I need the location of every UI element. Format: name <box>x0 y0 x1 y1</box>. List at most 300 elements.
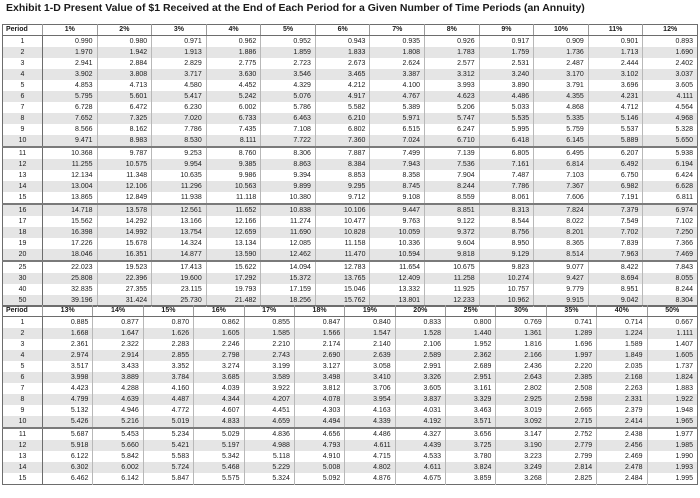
value-cell: 2.456 <box>597 440 647 451</box>
value-cell: 10.962 <box>479 295 534 307</box>
table-row <box>3 383 698 394</box>
value-cell: 5.242 <box>206 91 261 102</box>
value-cell: 2.673 <box>315 58 370 69</box>
value-cell: 6.982 <box>588 181 643 192</box>
value-cell: 3.498 <box>294 372 344 383</box>
value-cell: 18.046 <box>43 249 98 261</box>
table-row <box>3 261 698 273</box>
value-cell: 6.492 <box>588 159 643 170</box>
value-cell: 2.814 <box>546 462 596 473</box>
value-cell: 9.471 <box>43 135 98 147</box>
value-cell: 7.652 <box>43 113 98 124</box>
period-cell: 9 <box>3 124 43 135</box>
value-cell: 7.606 <box>534 192 589 204</box>
value-cell: 2.589 <box>395 350 445 361</box>
value-cell: 17.292 <box>206 273 261 284</box>
value-cell: 3.463 <box>446 405 496 416</box>
value-cell: 2.487 <box>534 58 589 69</box>
table-row <box>3 36 698 48</box>
value-cell: 9.122 <box>425 216 480 227</box>
value-cell: 2.166 <box>496 350 546 361</box>
value-cell: 5.601 <box>97 91 152 102</box>
value-cell: 21.482 <box>206 295 261 307</box>
value-cell: 3.546 <box>261 69 316 80</box>
value-cell: 31.424 <box>97 295 152 307</box>
value-cell: 4.917 <box>315 91 370 102</box>
period-cell: 11 <box>3 428 43 440</box>
value-cell: 2.174 <box>294 339 344 350</box>
value-cell: 1.589 <box>597 339 647 350</box>
value-cell: 12.783 <box>315 261 370 273</box>
value-cell: 3.170 <box>534 69 589 80</box>
value-cell: 9.823 <box>479 261 534 273</box>
period-cell: 11 <box>3 147 43 159</box>
value-cell: 0.935 <box>370 36 425 48</box>
value-cell: 2.210 <box>244 339 294 350</box>
table-row <box>3 440 698 451</box>
value-cell: 7.379 <box>588 204 643 216</box>
exhibit-title: Exhibit 1-D Present Value of $1 Received at the End of Each Period for a Given Number of Time Periods (an Annuity) <box>6 2 585 14</box>
value-cell: 7.702 <box>588 227 643 238</box>
value-cell: 4.639 <box>93 394 143 405</box>
table-row <box>3 361 698 372</box>
value-cell: 6.710 <box>425 135 480 147</box>
value-cell: 8.559 <box>425 192 480 204</box>
value-cell: 0.943 <box>315 36 370 48</box>
value-cell: 7.250 <box>643 227 698 238</box>
value-cell: 2.531 <box>479 58 534 69</box>
value-cell: 1.585 <box>244 328 294 339</box>
value-cell: 5.650 <box>643 135 698 147</box>
rate-header: 16% <box>194 306 244 317</box>
value-cell: 2.775 <box>206 58 261 69</box>
value-cell: 2.331 <box>597 394 647 405</box>
rate-header: 12% <box>643 25 698 36</box>
value-cell: 7.108 <box>261 124 316 135</box>
period-cell: 16 <box>3 204 43 216</box>
rate-header: 50% <box>647 306 698 317</box>
value-cell: 5.795 <box>43 91 98 102</box>
value-cell: 7.469 <box>643 249 698 261</box>
value-cell: 2.991 <box>395 361 445 372</box>
value-cell: 5.660 <box>93 440 143 451</box>
period-cell: 4 <box>3 350 43 361</box>
value-cell: 3.922 <box>244 383 294 394</box>
value-cell: 7.549 <box>588 216 643 227</box>
value-cell: 4.833 <box>194 416 244 428</box>
value-cell: 4.868 <box>534 102 589 113</box>
table-row <box>3 159 698 170</box>
value-cell: 2.643 <box>496 372 546 383</box>
value-cell: 4.451 <box>244 405 294 416</box>
value-cell: 2.951 <box>446 372 496 383</box>
value-cell: 0.885 <box>43 317 93 329</box>
value-cell: 4.031 <box>395 405 445 416</box>
value-cell: 8.111 <box>206 135 261 147</box>
period-cell: 40 <box>3 284 43 295</box>
value-cell: 4.836 <box>244 428 294 440</box>
value-cell: 3.706 <box>345 383 395 394</box>
value-cell: 9.427 <box>534 273 589 284</box>
value-cell: 0.741 <box>546 317 596 329</box>
value-cell: 2.361 <box>43 339 93 350</box>
value-cell: 8.863 <box>261 159 316 170</box>
table-row <box>3 102 698 113</box>
value-cell: 14.292 <box>97 216 152 227</box>
value-cell: 5.342 <box>194 451 244 462</box>
value-cell: 5.786 <box>261 102 316 113</box>
value-cell: 8.055 <box>643 273 698 284</box>
value-cell: 8.304 <box>643 295 698 307</box>
table-row <box>3 135 698 147</box>
value-cell: 6.628 <box>643 181 698 192</box>
value-cell: 4.207 <box>244 394 294 405</box>
value-cell: 4.160 <box>143 383 193 394</box>
value-cell: 1.985 <box>647 440 698 451</box>
value-cell: 4.876 <box>345 473 395 485</box>
value-cell: 4.231 <box>588 91 643 102</box>
value-cell: 1.922 <box>647 394 698 405</box>
value-cell: 17.413 <box>152 261 207 273</box>
period-cell: 1 <box>3 36 43 48</box>
value-cell: 3.249 <box>496 462 546 473</box>
value-cell: 7.161 <box>479 159 534 170</box>
value-cell: 6.472 <box>97 102 152 113</box>
value-cell: 4.580 <box>152 80 207 91</box>
value-cell: 11.938 <box>152 192 207 204</box>
value-cell: 9.372 <box>425 227 480 238</box>
value-cell: 2.140 <box>345 339 395 350</box>
value-cell: 7.435 <box>206 124 261 135</box>
value-cell: 3.605 <box>643 80 698 91</box>
value-cell: 4.564 <box>643 102 698 113</box>
value-cell: 4.355 <box>534 91 589 102</box>
value-cell: 2.715 <box>546 416 596 428</box>
rate-header: 9% <box>479 25 534 36</box>
value-cell: 19.793 <box>206 284 261 295</box>
value-cell: 5.092 <box>294 473 344 485</box>
value-cell: 3.725 <box>446 440 496 451</box>
value-cell: 19.600 <box>152 273 207 284</box>
rate-header: 14% <box>93 306 143 317</box>
value-cell: 1.626 <box>143 328 193 339</box>
value-cell: 3.859 <box>446 473 496 485</box>
rate-header: 40% <box>597 306 647 317</box>
value-cell: 16.351 <box>97 249 152 261</box>
value-cell: 10.838 <box>261 204 316 216</box>
value-cell: 3.998 <box>43 372 93 383</box>
value-cell: 5.535 <box>479 113 534 124</box>
value-cell: 7.824 <box>534 204 589 216</box>
period-cell: 8 <box>3 113 43 124</box>
table-row <box>3 328 698 339</box>
value-cell: 9.915 <box>534 295 589 307</box>
table-row <box>3 405 698 416</box>
value-cell: 4.452 <box>206 80 261 91</box>
value-cell: 1.547 <box>345 328 395 339</box>
value-cell: 8.544 <box>479 216 534 227</box>
table-row <box>3 339 698 350</box>
value-cell: 14.718 <box>43 204 98 216</box>
value-cell: 5.324 <box>244 473 294 485</box>
value-cell: 8.756 <box>479 227 534 238</box>
value-cell: 5.582 <box>315 102 370 113</box>
value-cell: 4.039 <box>194 383 244 394</box>
value-cell: 5.847 <box>143 473 193 485</box>
value-cell: 7.487 <box>479 170 534 181</box>
value-cell: 0.870 <box>143 317 193 329</box>
value-cell: 2.168 <box>597 372 647 383</box>
value-cell: 3.326 <box>395 372 445 383</box>
value-cell: 0.952 <box>261 36 316 48</box>
period-cell: 6 <box>3 91 43 102</box>
value-cell: 13.332 <box>370 284 425 295</box>
value-cell: 8.358 <box>370 170 425 181</box>
value-cell: 1.993 <box>647 462 698 473</box>
value-cell: 6.728 <box>43 102 98 113</box>
value-cell: 3.685 <box>194 372 244 383</box>
value-cell: 1.696 <box>546 339 596 350</box>
value-cell: 1.816 <box>496 339 546 350</box>
value-cell: 7.102 <box>643 216 698 227</box>
value-cell: 9.818 <box>425 249 480 261</box>
table-row <box>3 124 698 135</box>
table-row <box>3 192 698 204</box>
value-cell: 9.253 <box>152 147 207 159</box>
value-cell: 6.247 <box>425 124 480 135</box>
value-cell: 15.046 <box>315 284 370 295</box>
value-cell: 4.486 <box>479 91 534 102</box>
value-cell: 2.385 <box>546 372 596 383</box>
value-cell: 4.487 <box>143 394 193 405</box>
value-cell: 3.387 <box>370 69 425 80</box>
value-cell: 1.970 <box>43 47 98 58</box>
value-cell: 2.624 <box>370 58 425 69</box>
value-cell: 3.589 <box>244 372 294 383</box>
value-cell: 6.974 <box>643 204 698 216</box>
value-cell: 2.974 <box>43 350 93 361</box>
rate-header: 19% <box>345 306 395 317</box>
value-cell: 19.523 <box>97 261 152 273</box>
value-cell: 7.103 <box>534 170 589 181</box>
value-cell: 2.484 <box>597 473 647 485</box>
value-cell: 2.379 <box>597 405 647 416</box>
value-cell: 4.715 <box>345 451 395 462</box>
value-cell: 6.495 <box>534 147 589 159</box>
value-cell: 6.424 <box>643 170 698 181</box>
period-cell: 14 <box>3 181 43 192</box>
value-cell: 2.246 <box>194 339 244 350</box>
value-cell: 5.229 <box>244 462 294 473</box>
value-cell: 7.963 <box>588 249 643 261</box>
value-cell: 10.594 <box>370 249 425 261</box>
value-cell: 3.889 <box>93 372 143 383</box>
value-cell: 1.407 <box>647 339 698 350</box>
value-cell: 0.926 <box>425 36 480 48</box>
value-cell: 14.324 <box>152 238 207 249</box>
value-cell: 0.962 <box>206 36 261 48</box>
value-cell: 10.368 <box>43 147 98 159</box>
table-row <box>3 216 698 227</box>
value-cell: 1.849 <box>597 350 647 361</box>
rate-header: 18% <box>294 306 344 317</box>
value-cell: 2.799 <box>546 451 596 462</box>
value-cell: 5.008 <box>294 462 344 473</box>
value-cell: 1.440 <box>446 328 496 339</box>
table-row <box>3 249 698 261</box>
value-cell: 5.417 <box>152 91 207 102</box>
value-cell: 0.980 <box>97 36 152 48</box>
value-cell: 2.508 <box>546 383 596 394</box>
value-cell: 4.799 <box>43 394 93 405</box>
value-cell: 6.002 <box>206 102 261 113</box>
value-cell: 6.122 <box>43 451 93 462</box>
value-cell: 8.162 <box>97 124 152 135</box>
value-cell: 0.847 <box>294 317 344 329</box>
value-cell: 1.990 <box>647 451 698 462</box>
value-cell: 4.111 <box>643 91 698 102</box>
value-cell: 1.995 <box>647 473 698 485</box>
value-cell: 2.779 <box>546 440 596 451</box>
period-cell: 10 <box>3 135 43 147</box>
period-cell: 17 <box>3 216 43 227</box>
value-cell: 8.061 <box>479 192 534 204</box>
value-cell: 25.730 <box>152 295 207 307</box>
value-cell: 4.303 <box>294 405 344 416</box>
value-cell: 8.853 <box>315 170 370 181</box>
value-cell: 3.890 <box>479 80 534 91</box>
value-cell: 4.212 <box>315 80 370 91</box>
rate-header: 8% <box>425 25 480 36</box>
value-cell: 2.639 <box>345 350 395 361</box>
value-cell: 1.808 <box>370 47 425 58</box>
value-cell: 4.675 <box>395 473 445 485</box>
rate-header: 2% <box>97 25 152 36</box>
value-cell: 2.855 <box>143 350 193 361</box>
value-cell: 11.118 <box>206 192 261 204</box>
value-cell: 1.913 <box>152 47 207 58</box>
value-cell: 11.690 <box>261 227 316 238</box>
value-cell: 10.274 <box>479 273 534 284</box>
value-cell: 2.106 <box>395 339 445 350</box>
value-cell: 3.837 <box>395 394 445 405</box>
value-cell: 0.667 <box>647 317 698 329</box>
value-cell: 0.971 <box>152 36 207 48</box>
rate-header: 1% <box>43 25 98 36</box>
value-cell: 4.772 <box>143 405 193 416</box>
table-row <box>3 473 698 485</box>
value-cell: 3.410 <box>345 372 395 383</box>
period-cell: 50 <box>3 295 43 307</box>
value-cell: 4.853 <box>43 80 98 91</box>
value-cell: 10.675 <box>425 261 480 273</box>
value-cell: 4.793 <box>294 440 344 451</box>
value-cell: 8.313 <box>479 204 534 216</box>
period-cell: 7 <box>3 102 43 113</box>
value-cell: 5.019 <box>143 416 193 428</box>
value-cell: 3.190 <box>496 440 546 451</box>
value-cell: 2.665 <box>546 405 596 416</box>
value-cell: 3.824 <box>446 462 496 473</box>
value-cell: 6.230 <box>152 102 207 113</box>
value-cell: 2.798 <box>194 350 244 361</box>
value-cell: 2.925 <box>496 394 546 405</box>
value-cell: 23.115 <box>152 284 207 295</box>
value-cell: 7.367 <box>534 181 589 192</box>
value-cell: 18.256 <box>261 295 316 307</box>
value-cell: 0.800 <box>446 317 496 329</box>
value-cell: 11.158 <box>315 238 370 249</box>
period-cell: 15 <box>3 473 43 485</box>
value-cell: 11.652 <box>206 204 261 216</box>
period-cell: 2 <box>3 328 43 339</box>
period-cell: 30 <box>3 273 43 284</box>
value-cell: 9.129 <box>479 249 534 261</box>
value-cell: 9.899 <box>261 181 316 192</box>
value-cell: 2.283 <box>143 339 193 350</box>
value-cell: 2.752 <box>546 428 596 440</box>
period-cell: 5 <box>3 80 43 91</box>
value-cell: 7.722 <box>261 135 316 147</box>
value-cell: 8.950 <box>479 238 534 249</box>
value-cell: 13.865 <box>43 192 98 204</box>
value-cell: 2.884 <box>97 58 152 69</box>
period-cell: 6 <box>3 372 43 383</box>
value-cell: 15.678 <box>97 238 152 249</box>
value-cell: 1.948 <box>647 405 698 416</box>
table-row <box>3 273 698 284</box>
period-cell: 3 <box>3 339 43 350</box>
header-row <box>3 25 698 36</box>
value-cell: 8.983 <box>97 135 152 147</box>
value-cell: 1.289 <box>546 328 596 339</box>
value-cell: 12.659 <box>206 227 261 238</box>
value-cell: 10.477 <box>315 216 370 227</box>
value-cell: 13.166 <box>152 216 207 227</box>
value-cell: 3.808 <box>97 69 152 80</box>
value-cell: 10.336 <box>370 238 425 249</box>
value-cell: 7.360 <box>315 135 370 147</box>
rate-header: 6% <box>315 25 370 36</box>
value-cell: 3.268 <box>496 473 546 485</box>
value-cell: 3.274 <box>194 361 244 372</box>
value-cell: 2.436 <box>496 361 546 372</box>
value-cell: 8.514 <box>534 249 589 261</box>
value-cell: 10.828 <box>315 227 370 238</box>
value-cell: 6.802 <box>315 124 370 135</box>
value-cell: 8.022 <box>534 216 589 227</box>
value-cell: 5.971 <box>370 113 425 124</box>
value-cell: 5.216 <box>93 416 143 428</box>
value-cell: 3.102 <box>588 69 643 80</box>
table-row <box>3 416 698 428</box>
value-cell: 11.654 <box>370 261 425 273</box>
value-cell: 9.763 <box>370 216 425 227</box>
value-cell: 5.759 <box>534 124 589 135</box>
value-cell: 8.422 <box>588 261 643 273</box>
rate-header: 15% <box>143 306 193 317</box>
value-cell: 4.439 <box>395 440 445 451</box>
value-cell: 5.426 <box>43 416 93 428</box>
table-row <box>3 91 698 102</box>
value-cell: 3.784 <box>143 372 193 383</box>
value-cell: 9.447 <box>370 204 425 216</box>
value-cell: 9.108 <box>370 192 425 204</box>
value-cell: 5.724 <box>143 462 193 473</box>
value-cell: 2.914 <box>93 350 143 361</box>
value-cell: 9.394 <box>261 170 316 181</box>
value-cell: 12.085 <box>261 238 316 249</box>
